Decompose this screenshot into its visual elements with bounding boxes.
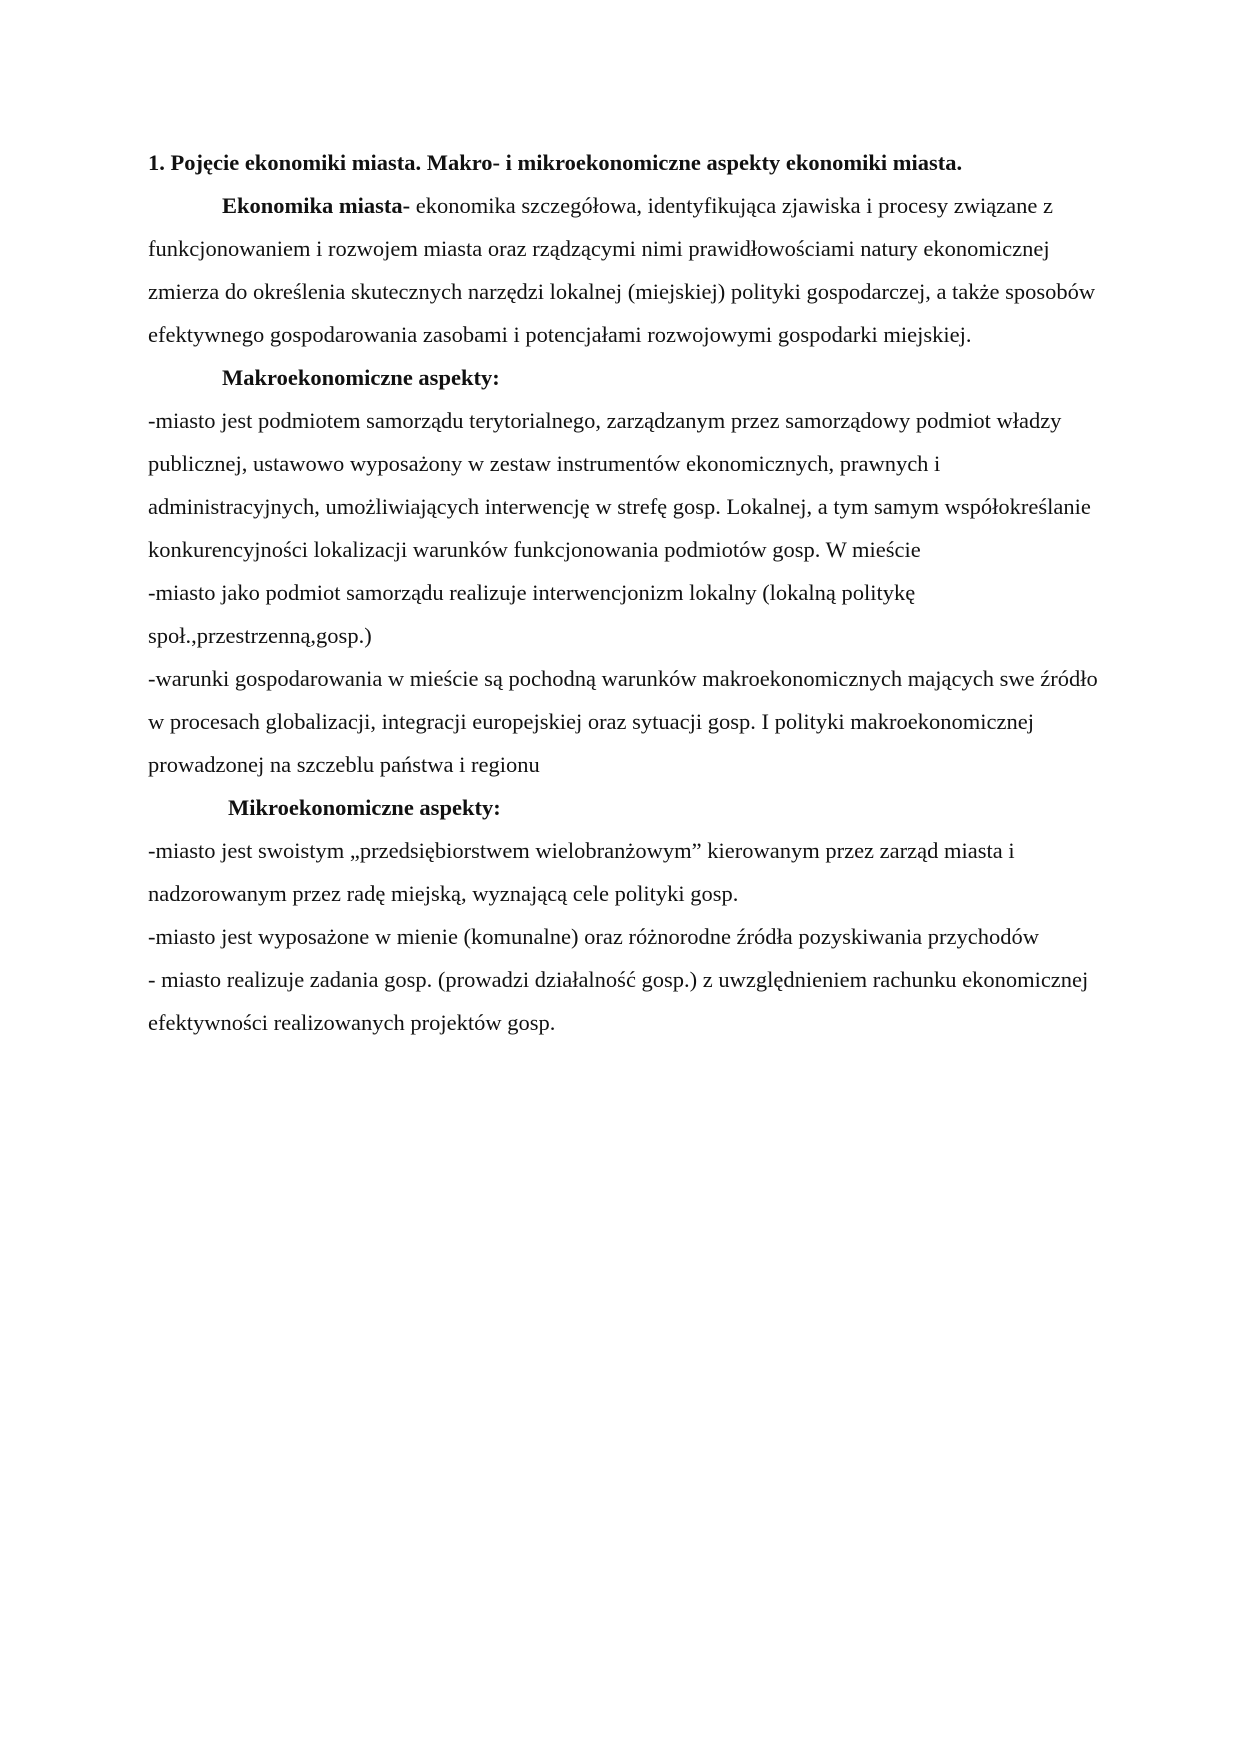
document-body [148, 146, 1098, 1044]
definition-text: ekonomika szczegółowa, identyfikująca zjawiska i procesy związane z funkcjonowaniem i rozwojem miasta oraz rządzącymi nimi prawidłowościami natury ekonomicznej zmierza do określenia skutecznych narzędzi lokalnej (miejskiej) polityki gospodarczej, a także sposobów efektywnego gospodarowania zasobami i potencjałami rozwojowymi gospodarki miejskiej. [148, 193, 1096, 347]
macro-item: -miasto jest podmiotem samorządu terytorialnego, zarządzanym przez samorządowy podmiot władzy publicznej, ustawowo wyposażony w zestaw instrumentów ekonomicznych, prawnych i administracyjnych, umożliwiających interwencję w strefę gosp. Lokalnej, a tym samym współokreślanie konkurencyjności lokalizacji warunków funkcjonowania podmiotów gosp. W mieście [148, 408, 1091, 562]
definition-term: Ekonomika miasta- [222, 193, 411, 218]
macro-item: -warunki gospodarowania w mieście są pochodną warunków makroekonomicznych mających swe źródło w procesach globalizacji, integracji europejskiej oraz sytuacji gosp. I polityki makroekonomicznej prowadzonej na szczeblu państwa i regionu [148, 666, 1098, 777]
definition-paragraph [148, 184, 1098, 356]
micro-item: -miasto jest wyposażone w mienie (komunalne) oraz różnorodne źródła pozyskiwania przychodów [148, 924, 1039, 949]
macro-heading: Makroekonomiczne aspekty: [222, 365, 500, 390]
micro-heading: Mikroekonomiczne aspekty: [228, 795, 501, 820]
micro-item: - miasto realizuje zadania gosp. (prowadzi działalność gosp.) z uwzględnieniem rachunku ekonomicznej efektywności realizowanych projektów gosp. [148, 967, 1089, 1035]
micro-item: -miasto jest swoistym „przedsiębiorstwem wielobranżowym” kierowanym przez zarząd miasta i nadzorowanym przez radę miejską, wyznającą cele polityki gosp. [148, 838, 1015, 906]
macro-item: -miasto jako podmiot samorządu realizuje interwencjonizm lokalny (lokalną politykę społ.,przestrzenną,gosp.) [148, 580, 916, 648]
document-title: 1. Pojęcie ekonomiki miasta. Makro- i mikroekonomiczne aspekty ekonomiki miasta. [148, 150, 963, 175]
